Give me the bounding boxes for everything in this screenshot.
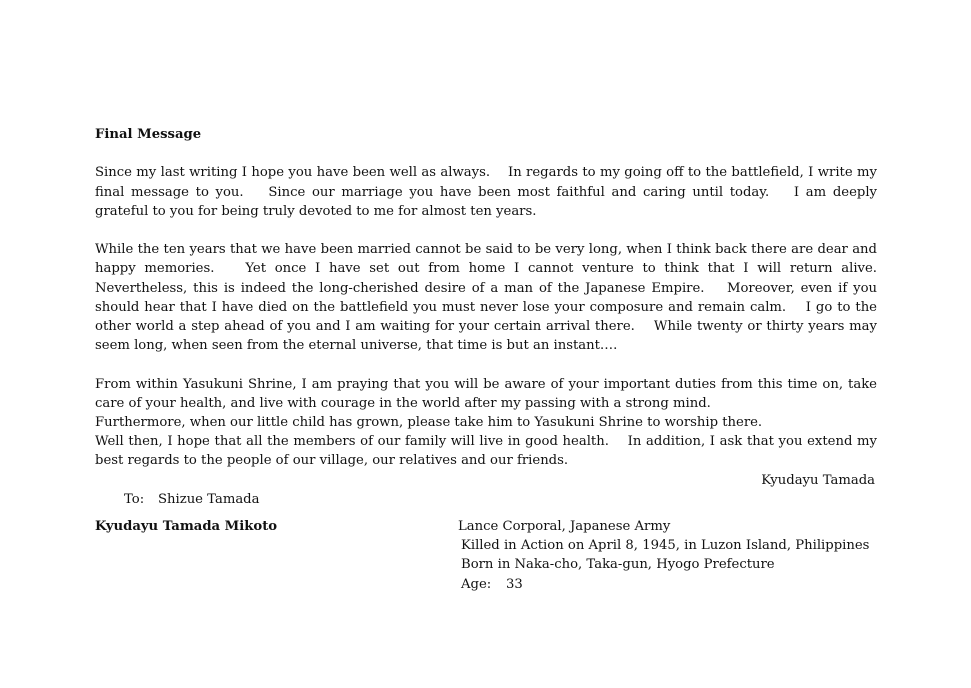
spacer (95, 355, 877, 374)
paragraph-1: Since my last writing I hope you have been well as always. In regards to my going off to the battlefield, I write my final message to you. Since our marriage you have been most faithful and caring until today. I am deeply grateful to you for being truly devoted to me for almost ten years. (95, 165, 877, 219)
age-line (458, 575, 869, 594)
author-details (458, 517, 869, 594)
author-rank: Lance Corporal, Japanese Army (458, 519, 671, 535)
birthplace: Born in Naka-cho, Taka-gun, Hyogo Prefecture (461, 557, 775, 573)
letter-document (95, 125, 895, 599)
recipient-line (95, 490, 877, 509)
spacer (95, 144, 877, 163)
paragraph-2: While the ten years that we have been married cannot be said to be very long, when I think back there are dear and happy memories. Yet once I have set out from home I cannot venture to think that I will return alive. Nevertheless, this is indeed the long-cherished desire of a man of the Japanese Empire. Moreover, even if you should hear that I have died on the battlefield you must never lose your composure and remain calm. I go to the other world a step ahead of you and I am waiting for your certain arrival there. While twenty or thirty years may seem long, when seen from the eternal universe, that time is but an instant…. (95, 242, 895, 354)
author-name: Kyudayu Tamada Mikoto (95, 519, 278, 535)
signature: Kyudayu Tamada (761, 472, 875, 488)
paragraph-5: Well then, I hope that all the members of our family will live in good health. In addition, I ask that you extend my best regards to the people of our village, our relatives and our friends. (95, 434, 877, 469)
age-label: Age: (461, 576, 492, 592)
paragraph-4: Furthermore, when our little child has grown, please take him to Yasukuni Shrine to worship there. (95, 415, 763, 430)
to-label: To: (124, 491, 145, 507)
recipient-name: Shizue Tamada (158, 491, 260, 507)
paragraph-3: From within Yasukuni Shrine, I am praying that you will be aware of your important duties from this time on, take care of your health, and live with courage in the world after my passing with a strong mind. (95, 376, 877, 411)
author-footer (95, 509, 877, 599)
letter-title: Final Message (95, 127, 202, 142)
age-value: 33 (506, 576, 523, 592)
death-info: Killed in Action on April 8, 1945, in Luzon Island, Philippines (461, 538, 870, 554)
spacer (95, 221, 877, 240)
